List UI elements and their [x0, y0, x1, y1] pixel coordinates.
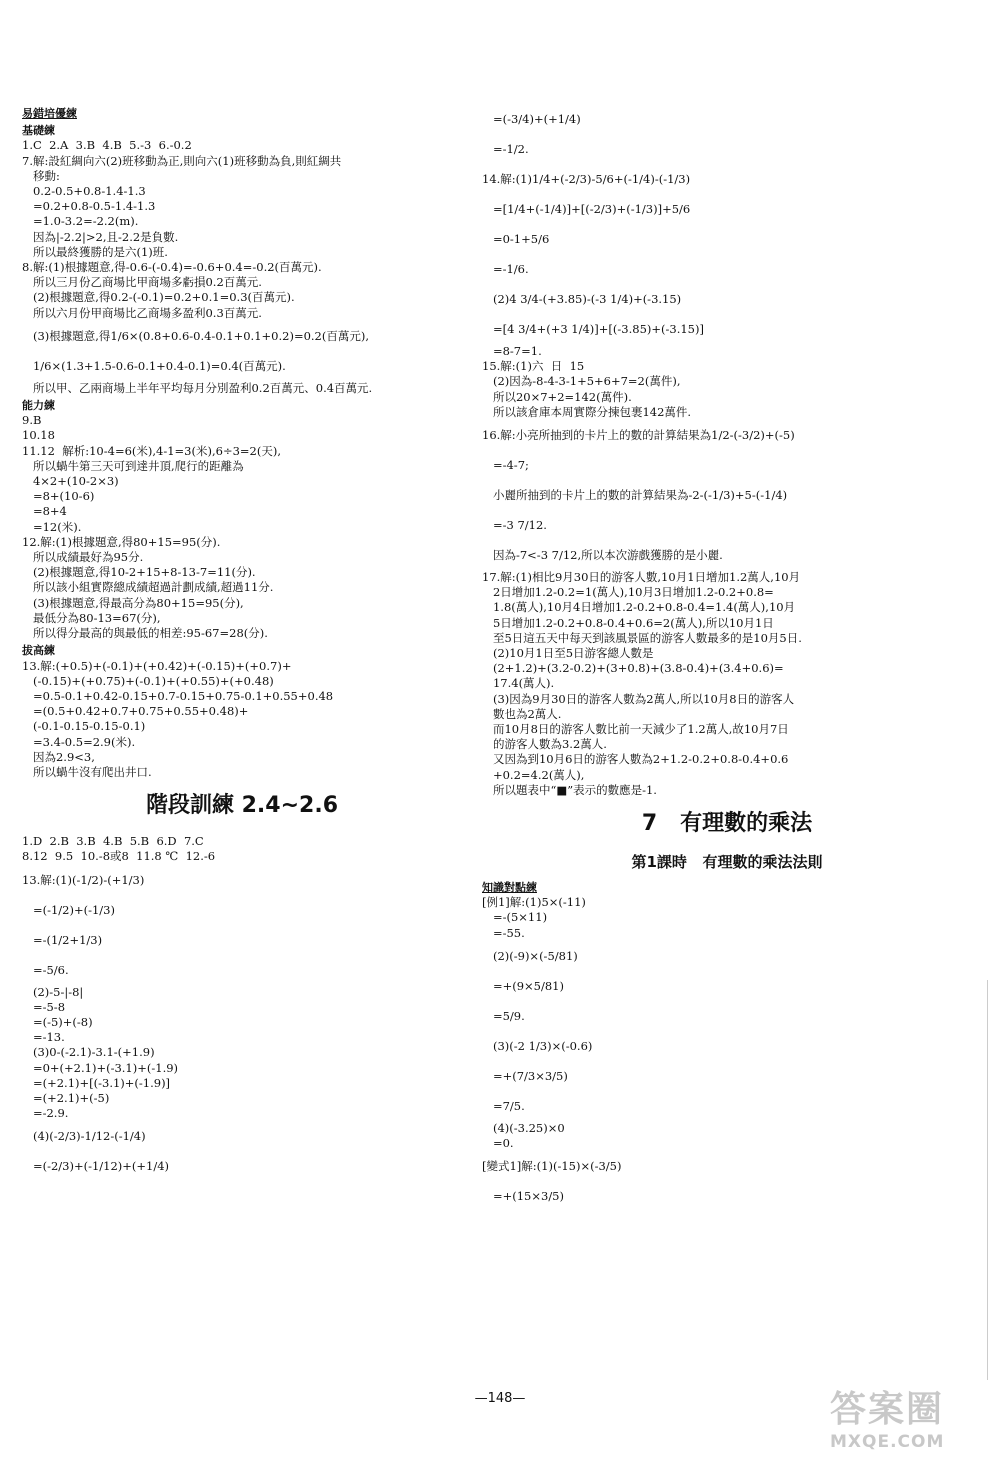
text-line: 7.解:設紅綢向六(2)班移動為正,則向六(1)班移動為負,則紅綢共	[22, 153, 342, 168]
text-line: 所以得分最高的與最低的相差:95-67=28(分).	[22, 626, 268, 641]
text-line: 因為2.9<3,	[22, 749, 95, 764]
text-line: (3)根據題意,得最高分為80+15=95(分),	[22, 595, 244, 610]
text-line: =[1/4+(-1/4)]+[(-2/3)+(-1/3)]+5/6	[482, 202, 691, 216]
text-line: =[4 3/4+(+3 1/4)]+[(-3.85)+(-3.15)]	[482, 322, 704, 336]
section-label-basic: 基礎練	[22, 124, 55, 138]
text-line: =8-7=1.	[482, 344, 542, 358]
text-line: =(0.5+0.42+0.7+0.75+0.55+0.48)+	[22, 704, 249, 719]
text-line: (2)根據題意,得10-2+15+8-13-7=11(分).	[22, 565, 256, 580]
text-line: (2)4 3/4-(+3.85)-(-3 1/4)+(-3.15)	[482, 292, 682, 306]
text-line: 0.2-0.5+0.8-1.4-1.3	[22, 184, 146, 199]
text-line: =(-3/4)+(+1/4)	[482, 112, 581, 126]
text-line: =7/5.	[482, 1098, 525, 1113]
text-line: (4)(-3.25)×0	[482, 1120, 565, 1135]
text-line: =0.5-0.1+0.42-0.15+0.7-0.15+0.75-0.1+0.55+0.48	[22, 688, 334, 703]
text-line: (2)因為-8-4-3-1+5+6+7=2(萬件),	[482, 374, 681, 389]
text-line: 2日增加1.2-0.2=1(萬人),10月3日增加1.2-0.2+0.8=	[482, 585, 774, 600]
text-line: 所以六月份甲商場比乙商場多盈利0.3百萬元.	[22, 305, 262, 320]
text-line: 15.解:(1)六 日 15	[482, 359, 585, 374]
section-label-ability: 能力練	[22, 399, 55, 413]
text-line: =5/9.	[482, 1008, 525, 1023]
text-line: =0+(+2.1)+(-3.1)+(-1.9)	[22, 1060, 179, 1075]
text-line: 所以蝸牛沒有爬出井口.	[22, 764, 152, 779]
text-line: =12(米).	[22, 519, 82, 534]
text-line: 4×2+(10-2×3)	[22, 474, 119, 489]
text-line: =+(9×5/81)	[482, 978, 564, 993]
text-line: (3)(-2 1/3)×(-0.6)	[482, 1038, 593, 1053]
text-line: 12.解:(1)根據題意,得80+15=95(分).	[22, 534, 221, 549]
text-line: =0.2+0.8-0.5-1.4-1.3	[22, 199, 156, 214]
text-line: =-4-7;	[482, 458, 529, 473]
text-line: 所以甲、乙兩商場上半年平均每月分別盈利0.2百萬元、0.4百萬元.	[22, 380, 373, 395]
section-label-knowledge: 知識對點練	[482, 881, 537, 895]
text-line: 所以成績最好為95分.	[22, 550, 144, 565]
text-line: (2)(-9)×(-5/81)	[482, 948, 578, 963]
text-line: 8.12 9.5 10.-8或8 11.8 ℃ 12.-6	[22, 849, 216, 864]
section-label-advanced: 拔高練	[22, 644, 55, 658]
watermark-logo	[830, 1381, 970, 1461]
text-line: 因為-7<-3 7/12,所以本次游戲獲勝的是小麗.	[482, 548, 723, 563]
text-line: 13.解:(+0.5)+(-0.1)+(+0.42)+(-0.15)+(+0.7)+	[22, 658, 292, 673]
text-line: 所以該倉庫本周實際分揀包裹142萬件.	[482, 404, 692, 419]
text-line: =-(5×11)	[482, 910, 548, 925]
section-label-error-practice: 易錯培優練	[22, 107, 77, 120]
text-line: (4)(-2/3)-1/12-(-1/4)	[22, 1129, 146, 1144]
text-line: 所以題表中“■”表示的數應是-1.	[482, 782, 657, 797]
text-line: (2)-5-|-8|	[22, 984, 84, 999]
text-line: 11.12 解析:10-4=6(米),4-1=3(米),6÷3=2(天),	[22, 443, 281, 458]
text-line: 至5日這五天中每天到該風景區的游客人數最多的是10月5日.	[482, 630, 802, 645]
text-line: =-5/6.	[22, 962, 69, 977]
text-line: 所以該小組實際總成績超過計劃成績,超過11分.	[22, 580, 274, 595]
text-line: 因為|-2.2|>2,且-2.2是負數.	[22, 229, 179, 244]
text-line: =(-2/3)+(-1/12)+(+1/4)	[22, 1159, 170, 1174]
text-line: =(-5)+(-8)	[22, 1014, 93, 1029]
watermark-text: 答案圈	[830, 1389, 945, 1430]
text-line: (2)10月1日至5日游客總人數是	[482, 646, 654, 661]
text-line: =-(1/2+1/3)	[22, 932, 103, 947]
text-line: 的游客人數為3.2萬人.	[482, 737, 607, 752]
text-line: =-1/6.	[482, 262, 529, 276]
text-line: 數也為2萬人.	[482, 706, 562, 721]
text-line: 16.解:小亮所抽到的卡片上的數的計算結果為1/2-(-3/2)+(-5)	[482, 428, 795, 443]
text-line: =-13.	[22, 1030, 65, 1045]
text-line: 17.解:(1)相比9月30日的游客人數,10月1日增加1.2萬人,10月	[482, 570, 801, 585]
text-line: (2+1.2)+(3.2-0.2)+(3+0.8)+(3.8-0.4)+(3.4+0.6)=	[482, 661, 784, 676]
text-line: 5日增加1.2-0.2+0.8-0.4+0.6=2(萬人),所以10月1日	[482, 615, 774, 630]
text-line: =+(7/3×3/5)	[482, 1068, 568, 1083]
text-line: =0.	[482, 1136, 514, 1151]
text-line: 8.解:(1)根據題意,得-0.6-(-0.4)=-0.6+0.4=-0.2(百萬元).	[22, 260, 322, 275]
page-number: —148—	[474, 1391, 526, 1406]
text-line: (3)因為9月30日的游客人數為2萬人,所以10月8日的游客人	[482, 691, 795, 706]
text-line: 1.D 2.B 3.B 4.B 5.B 6.D 7.C	[22, 834, 204, 849]
text-line: =-5-8	[22, 999, 66, 1014]
text-line: =+(15×3/5)	[482, 1189, 564, 1204]
chapter-title: 7 有理數的乘法	[641, 811, 813, 837]
text-line: =-3 7/12.	[482, 518, 547, 533]
text-line: =-2.9.	[22, 1106, 69, 1121]
text-line: 所以蝸牛第三天可到達井頂,爬行的距離為	[22, 458, 244, 473]
text-line: =0-1+5/6	[482, 232, 550, 246]
text-line: =8+4	[22, 504, 67, 519]
text-line: 所以最終獲勝的是六(1)班.	[22, 244, 168, 259]
text-line: [變式1]解:(1)(-15)×(-3/5)	[482, 1159, 622, 1174]
text-line: 而10月8日的游客人數比前一天減少了1.2萬人,故10月7日	[482, 722, 789, 737]
text-line: 所以20×7+2=142(萬件).	[482, 389, 632, 404]
text-line: 14.解:(1)1/4+(-2/3)-5/6+(-1/4)-(-1/3)	[482, 172, 691, 186]
left-column	[22, 104, 462, 1181]
lesson-title: 第1課時 有理數的乘法法則	[631, 853, 823, 872]
text-line: =-1/2.	[482, 142, 529, 156]
text-line: 所以三月份乙商場比甲商場多虧損0.2百萬元.	[22, 275, 262, 290]
text-line: 1.C 2.A 3.B 4.B 5.-3 6.-0.2	[22, 138, 192, 153]
text-line: (3)0-(-2.1)-3.1-(+1.9)	[22, 1045, 155, 1060]
text-line: 最低分為80-13=67(分),	[22, 610, 161, 625]
text-line: 小麗所抽到的卡片上的數的計算結果為-2-(-1/3)+5-(-1/4)	[482, 488, 788, 503]
text-line: [例1]解:(1)5×(-11)	[482, 895, 586, 910]
text-line: =(-1/2)+(-1/3)	[22, 902, 115, 917]
text-line: +0.2=4.2(萬人),	[482, 767, 585, 782]
text-line: =8+(10-6)	[22, 489, 95, 504]
text-line: 9.B	[22, 413, 42, 428]
watermark-url: MXQE.COM	[830, 1432, 945, 1452]
text-line: 1/6×(1.3+1.5-0.6-0.1+0.4-0.1)=0.4(百萬元).	[22, 358, 286, 373]
text-line: 17.4(萬人).	[482, 676, 555, 691]
text-line: (3)根據題意,得1/6×(0.8+0.6-0.4-0.1+0.1+0.2)=0.2(百萬元),	[22, 328, 369, 343]
text-line: 又因為到10月6日的游客人數為2+1.2-0.2+0.8-0.4+0.6	[482, 752, 789, 767]
text-line: =-55.	[482, 925, 525, 940]
margin-rule	[987, 980, 988, 1380]
text-line: (-0.1-0.15-0.15-0.1)	[22, 719, 146, 734]
text-line: 13.解:(1)(-1/2)-(+1/3)	[22, 872, 145, 887]
stage-training-title: 階段訓練 2.4~2.6	[145, 793, 339, 819]
text-line: =3.4-0.5=2.9(米).	[22, 734, 136, 749]
text-line: =(+2.1)+[(-3.1)+(-1.9)]	[22, 1075, 171, 1090]
text-line: (-0.15)+(+0.75)+(-0.1)+(+0.55)+(+0.48)	[22, 673, 274, 688]
text-line: =(+2.1)+(-5)	[22, 1090, 110, 1105]
right-column	[482, 104, 972, 1211]
text-line: 10.18	[22, 428, 55, 443]
text-line: 1.8(萬人),10月4日增加1.2-0.2+0.8-0.4=1.4(萬人),10月	[482, 600, 796, 615]
text-line: (2)根據題意,得0.2-(-0.1)=0.2+0.1=0.3(百萬元).	[22, 290, 295, 305]
text-line: 移動:	[22, 168, 60, 183]
text-line: =1.0-3.2=-2.2(m).	[22, 214, 139, 229]
